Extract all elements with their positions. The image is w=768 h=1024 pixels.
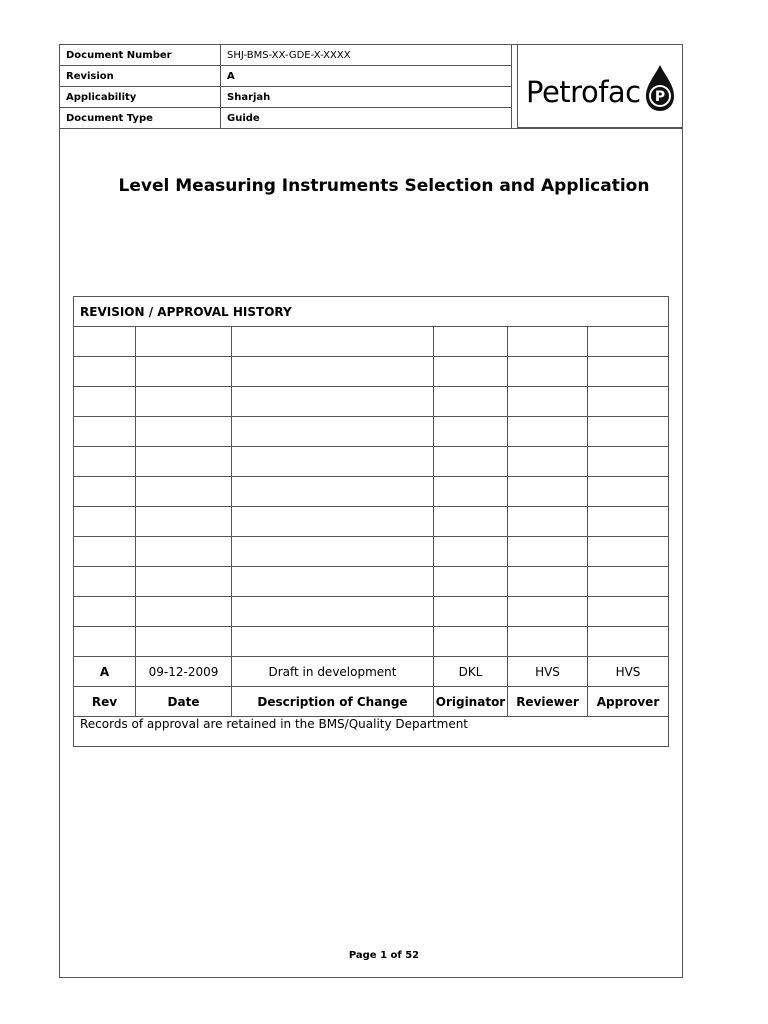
table-row — [74, 357, 669, 387]
document-header-table — [59, 44, 512, 129]
revision-history-table — [73, 296, 669, 747]
date-cell: 09-12-2009 — [136, 657, 232, 687]
approver-cell: HVS — [588, 657, 669, 687]
table-row — [74, 507, 669, 537]
page-number: Page 1 of 52 — [348, 950, 420, 961]
table-row — [74, 417, 669, 447]
table-row — [74, 567, 669, 597]
approval-note-row — [74, 717, 669, 747]
table-row — [74, 327, 669, 357]
header-row-document-number — [60, 45, 512, 66]
header-value: A — [221, 66, 512, 87]
column-header-rev: Rev — [74, 687, 136, 717]
header-row-revision — [60, 66, 512, 87]
table-row — [74, 627, 669, 657]
column-header-originator: Originator — [434, 687, 508, 717]
revision-table-caption-row — [74, 297, 669, 327]
originator-cell: DKL — [434, 657, 508, 687]
logo-box — [517, 44, 683, 128]
column-header-approver: Approver — [588, 687, 669, 717]
table-row — [74, 537, 669, 567]
column-header-date: Date — [136, 687, 232, 717]
header-value: Guide — [221, 108, 512, 129]
table-header-row — [74, 687, 669, 717]
header-value: Sharjah — [221, 87, 512, 108]
rev-cell: A — [74, 657, 136, 687]
company-logo-text: Petrofac — [526, 75, 641, 109]
approval-note: Records of approval are retained in the BMS/Quality Department — [74, 717, 669, 747]
header-label: Revision — [60, 66, 221, 87]
header-divider — [59, 128, 683, 129]
table-row — [74, 447, 669, 477]
header-label: Document Type — [60, 108, 221, 129]
revision-table-caption: REVISION / APPROVAL HISTORY — [74, 297, 669, 327]
header-value: SHJ-BMS-XX-GDE-X-XXXX — [221, 45, 512, 66]
description-cell: Draft in development — [232, 657, 434, 687]
header-row-document-type — [60, 108, 512, 129]
document-title: Level Measuring Instruments Selection and Application — [118, 176, 650, 196]
column-header-reviewer: Reviewer — [508, 687, 588, 717]
reviewer-cell: HVS — [508, 657, 588, 687]
header-label: Applicability — [60, 87, 221, 108]
table-row-revision-a — [74, 657, 669, 687]
logo-letter: P — [654, 89, 666, 105]
table-row — [74, 387, 669, 417]
table-row — [74, 477, 669, 507]
header-row-applicability — [60, 87, 512, 108]
petrofac-drop-logo-icon — [640, 63, 680, 113]
revision-history-table-wrapper — [73, 296, 669, 747]
table-row — [74, 597, 669, 627]
header-label: Document Number — [60, 45, 221, 66]
column-header-description: Description of Change — [232, 687, 434, 717]
